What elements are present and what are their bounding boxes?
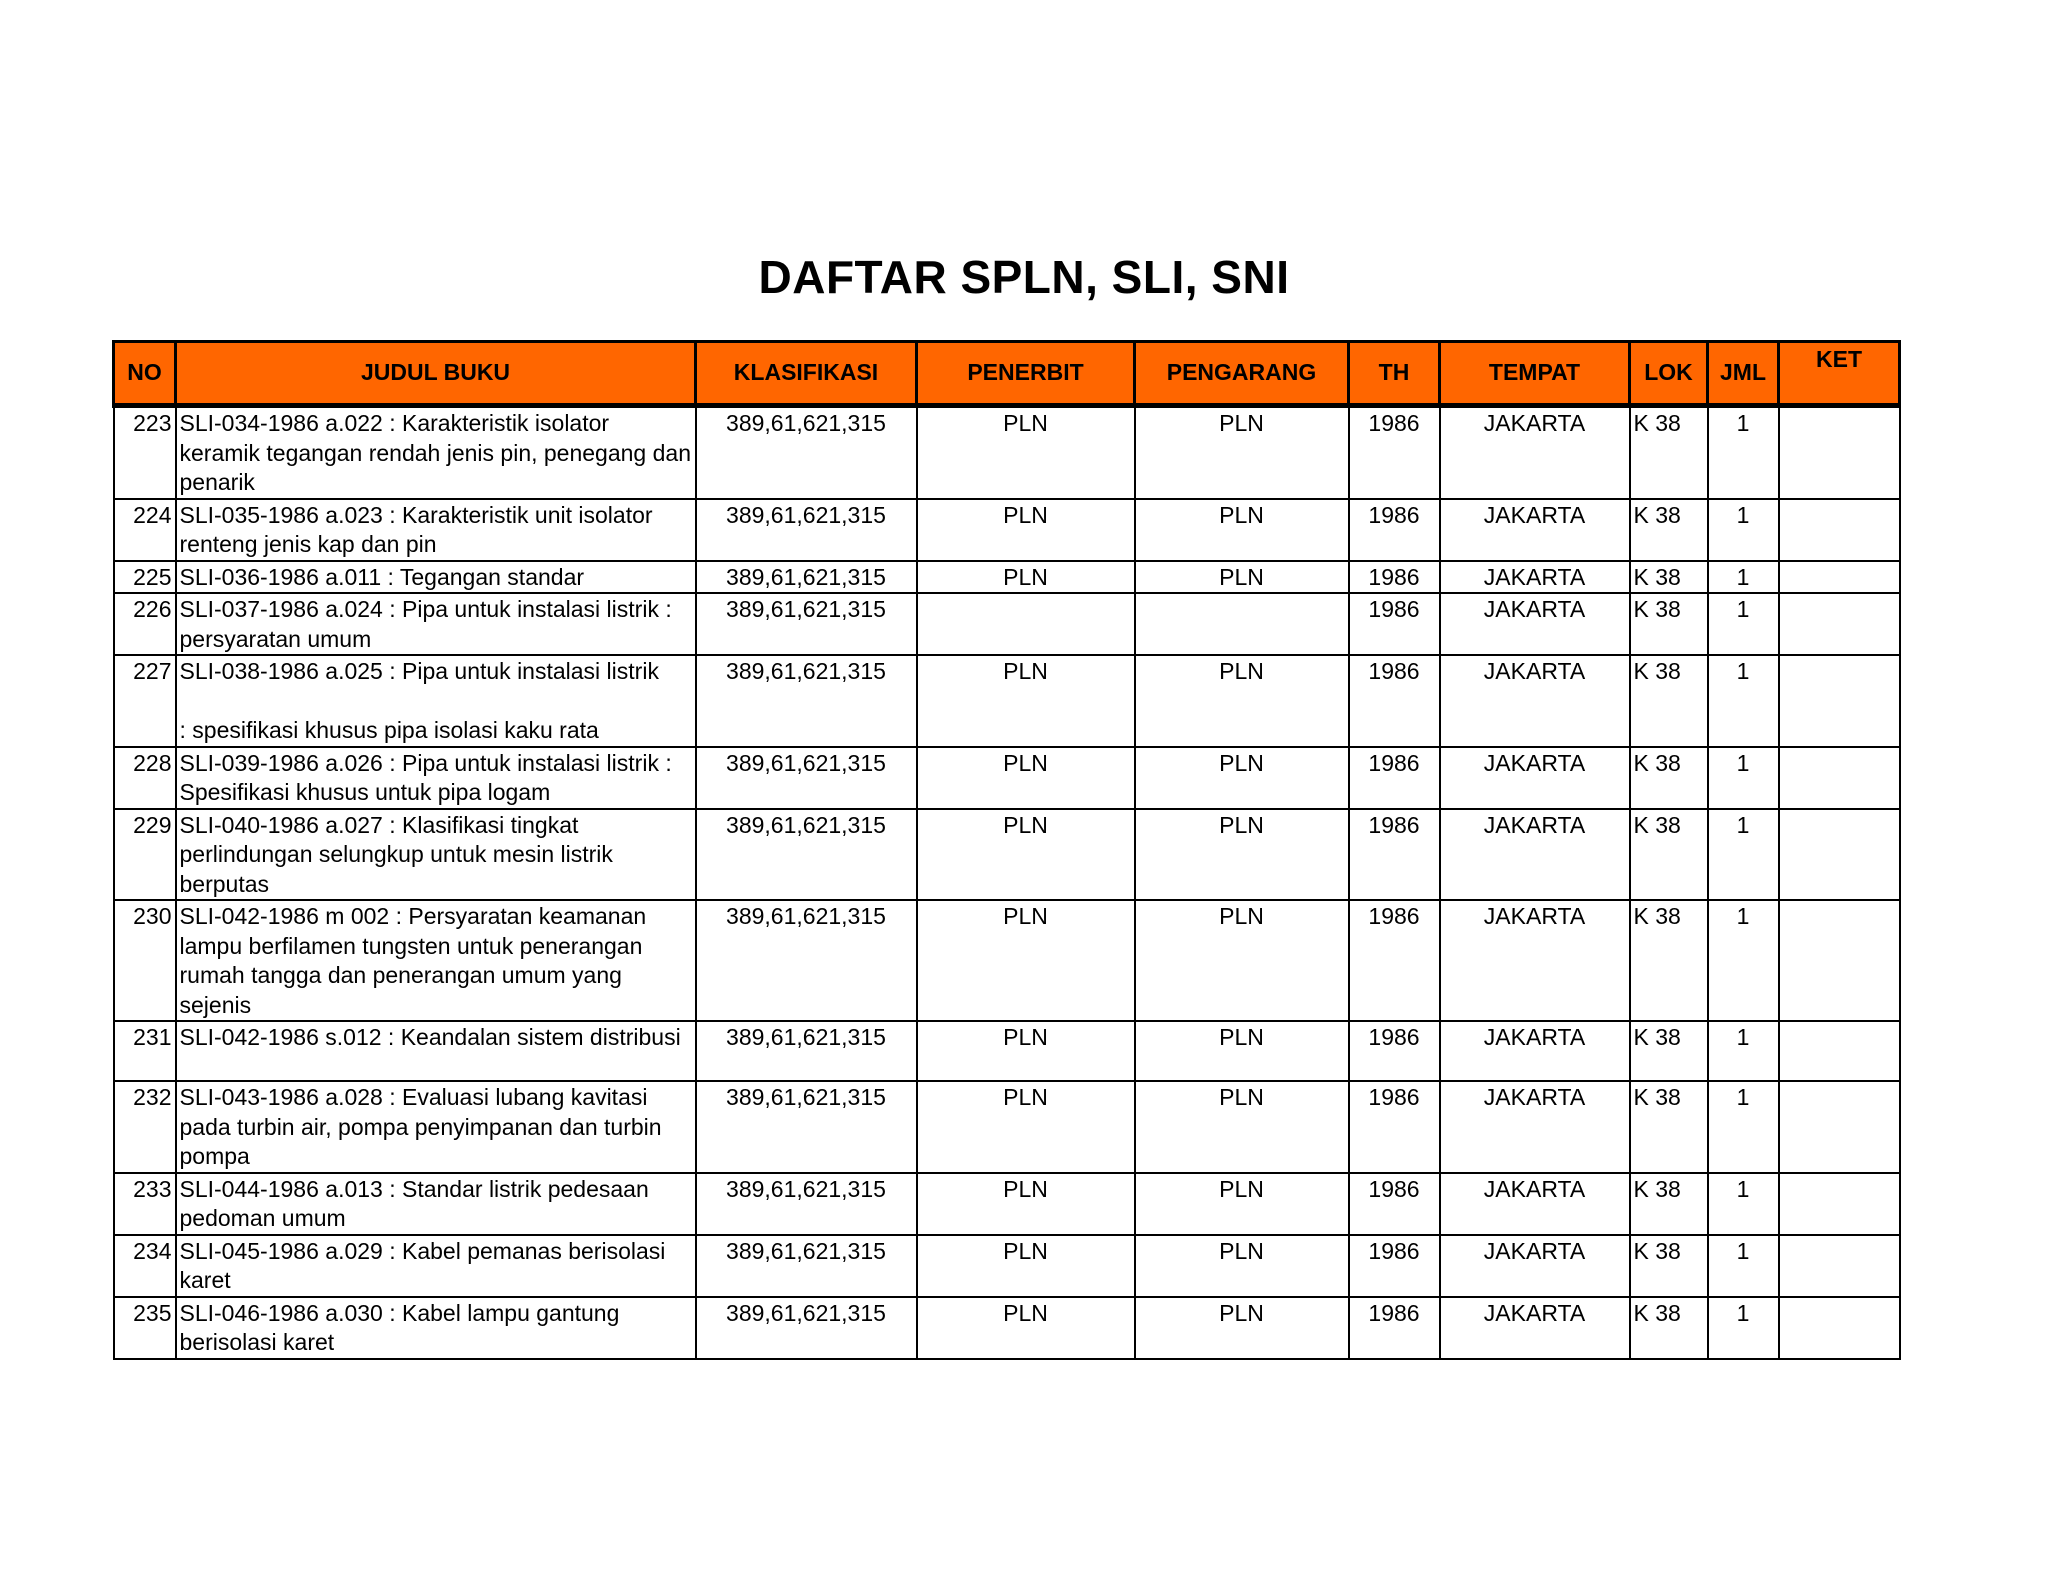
cell-klasifikasi: 389,61,621,315 bbox=[696, 900, 917, 1021]
cell-judul-buku: SLI-034-1986 a.022 : Karakteristik isolator keramik tegangan rendah jenis pin, penegang dan penarik bbox=[176, 406, 696, 499]
cell-lok: K 38 bbox=[1630, 406, 1708, 499]
cell-penerbit: PLN bbox=[917, 499, 1135, 561]
cell-tempat: JAKARTA bbox=[1440, 1173, 1630, 1235]
cell-ket bbox=[1779, 1021, 1900, 1081]
cell-tempat: JAKARTA bbox=[1440, 655, 1630, 747]
cell-jml: 1 bbox=[1708, 1235, 1779, 1297]
cell-judul-buku: SLI-037-1986 a.024 : Pipa untuk instalasi listrik : persyaratan umum bbox=[176, 593, 696, 655]
cell-lok: K 38 bbox=[1630, 900, 1708, 1021]
cell-jml: 1 bbox=[1708, 593, 1779, 655]
cell-klasifikasi: 389,61,621,315 bbox=[696, 1173, 917, 1235]
cell-judul-buku: SLI-038-1986 a.025 : Pipa untuk instalasi listrik : spesifikasi khusus pipa isolasi kaku rata bbox=[176, 655, 696, 747]
column-header-lok: LOK bbox=[1630, 342, 1708, 406]
cell-ket bbox=[1779, 1173, 1900, 1235]
cell-pengarang bbox=[1135, 593, 1349, 655]
cell-tempat: JAKARTA bbox=[1440, 809, 1630, 901]
cell-th: 1986 bbox=[1349, 1297, 1440, 1359]
cell-lok: K 38 bbox=[1630, 499, 1708, 561]
cell-pengarang: PLN bbox=[1135, 1021, 1349, 1081]
column-header-jml: JML bbox=[1708, 342, 1779, 406]
cell-penerbit: PLN bbox=[917, 809, 1135, 901]
table-row bbox=[114, 655, 1900, 747]
cell-no: 234 bbox=[114, 1235, 176, 1297]
cell-lok: K 38 bbox=[1630, 1235, 1708, 1297]
cell-ket bbox=[1779, 1081, 1900, 1173]
cell-klasifikasi: 389,61,621,315 bbox=[696, 1081, 917, 1173]
cell-no: 235 bbox=[114, 1297, 176, 1359]
column-header-klasifikasi: KLASIFIKASI bbox=[696, 342, 917, 406]
table-row bbox=[114, 1297, 1900, 1359]
cell-jml: 1 bbox=[1708, 406, 1779, 499]
cell-jml: 1 bbox=[1708, 499, 1779, 561]
cell-klasifikasi: 389,61,621,315 bbox=[696, 747, 917, 809]
cell-no: 233 bbox=[114, 1173, 176, 1235]
cell-klasifikasi: 389,61,621,315 bbox=[696, 593, 917, 655]
cell-th: 1986 bbox=[1349, 747, 1440, 809]
column-header-ket: KET bbox=[1779, 342, 1900, 406]
cell-jml: 1 bbox=[1708, 1021, 1779, 1081]
cell-th: 1986 bbox=[1349, 1235, 1440, 1297]
cell-pengarang: PLN bbox=[1135, 406, 1349, 499]
cell-lok: K 38 bbox=[1630, 1021, 1708, 1081]
cell-th: 1986 bbox=[1349, 1021, 1440, 1081]
table-row bbox=[114, 561, 1900, 594]
cell-jml: 1 bbox=[1708, 1081, 1779, 1173]
cell-th: 1986 bbox=[1349, 499, 1440, 561]
cell-tempat: JAKARTA bbox=[1440, 1297, 1630, 1359]
column-header-pengarang: PENGARANG bbox=[1135, 342, 1349, 406]
cell-judul-buku: SLI-046-1986 a.030 : Kabel lampu gantung berisolasi karet bbox=[176, 1297, 696, 1359]
cell-ket bbox=[1779, 1235, 1900, 1297]
cell-judul-buku: SLI-035-1986 a.023 : Karakteristik unit isolator renteng jenis kap dan pin bbox=[176, 499, 696, 561]
cell-ket bbox=[1779, 747, 1900, 809]
cell-th: 1986 bbox=[1349, 1081, 1440, 1173]
cell-tempat: JAKARTA bbox=[1440, 406, 1630, 499]
cell-judul-buku: SLI-045-1986 a.029 : Kabel pemanas berisolasi karet bbox=[176, 1235, 696, 1297]
cell-klasifikasi: 389,61,621,315 bbox=[696, 809, 917, 901]
book-list-table bbox=[112, 340, 1901, 1360]
cell-pengarang: PLN bbox=[1135, 499, 1349, 561]
cell-klasifikasi: 389,61,621,315 bbox=[696, 1021, 917, 1081]
cell-no: 226 bbox=[114, 593, 176, 655]
cell-judul-buku: SLI-039-1986 a.026 : Pipa untuk instalasi listrik : Spesifikasi khusus untuk pipa logam bbox=[176, 747, 696, 809]
cell-lok: K 38 bbox=[1630, 655, 1708, 747]
cell-no: 232 bbox=[114, 1081, 176, 1173]
cell-jml: 1 bbox=[1708, 1173, 1779, 1235]
table-row bbox=[114, 1021, 1900, 1081]
cell-ket bbox=[1779, 809, 1900, 901]
column-header-judul-buku: JUDUL BUKU bbox=[176, 342, 696, 406]
table-row bbox=[114, 406, 1900, 499]
cell-th: 1986 bbox=[1349, 900, 1440, 1021]
column-header-penerbit: PENERBIT bbox=[917, 342, 1135, 406]
cell-tempat: JAKARTA bbox=[1440, 1021, 1630, 1081]
cell-penerbit: PLN bbox=[917, 747, 1135, 809]
cell-no: 225 bbox=[114, 561, 176, 594]
cell-lok: K 38 bbox=[1630, 1297, 1708, 1359]
table-row bbox=[114, 499, 1900, 561]
cell-tempat: JAKARTA bbox=[1440, 499, 1630, 561]
cell-tempat: JAKARTA bbox=[1440, 593, 1630, 655]
cell-no: 231 bbox=[114, 1021, 176, 1081]
cell-penerbit bbox=[917, 593, 1135, 655]
cell-pengarang: PLN bbox=[1135, 900, 1349, 1021]
cell-klasifikasi: 389,61,621,315 bbox=[696, 561, 917, 594]
cell-pengarang: PLN bbox=[1135, 1297, 1349, 1359]
table-row bbox=[114, 809, 1900, 901]
cell-pengarang: PLN bbox=[1135, 1081, 1349, 1173]
table-row bbox=[114, 900, 1900, 1021]
cell-lok: K 38 bbox=[1630, 747, 1708, 809]
cell-tempat: JAKARTA bbox=[1440, 1235, 1630, 1297]
cell-judul-buku: SLI-042-1986 m 002 : Persyaratan keamanan lampu berfilamen tungsten untuk penerangan rumah tangga dan penerangan umum yang sejenis bbox=[176, 900, 696, 1021]
cell-no: 224 bbox=[114, 499, 176, 561]
cell-ket bbox=[1779, 655, 1900, 747]
cell-klasifikasi: 389,61,621,315 bbox=[696, 1235, 917, 1297]
cell-ket bbox=[1779, 593, 1900, 655]
table-row bbox=[114, 1173, 1900, 1235]
table-row bbox=[114, 1081, 1900, 1173]
cell-jml: 1 bbox=[1708, 747, 1779, 809]
cell-klasifikasi: 389,61,621,315 bbox=[696, 1297, 917, 1359]
cell-th: 1986 bbox=[1349, 593, 1440, 655]
cell-pengarang: PLN bbox=[1135, 1173, 1349, 1235]
column-header-no: NO bbox=[114, 342, 176, 406]
cell-ket bbox=[1779, 499, 1900, 561]
cell-no: 230 bbox=[114, 900, 176, 1021]
cell-ket bbox=[1779, 406, 1900, 499]
cell-klasifikasi: 389,61,621,315 bbox=[696, 406, 917, 499]
cell-tempat: JAKARTA bbox=[1440, 561, 1630, 594]
cell-th: 1986 bbox=[1349, 655, 1440, 747]
table-row bbox=[114, 747, 1900, 809]
cell-tempat: JAKARTA bbox=[1440, 747, 1630, 809]
cell-th: 1986 bbox=[1349, 809, 1440, 901]
cell-penerbit: PLN bbox=[917, 1297, 1135, 1359]
cell-jml: 1 bbox=[1708, 561, 1779, 594]
cell-lok: K 38 bbox=[1630, 809, 1708, 901]
cell-lok: K 38 bbox=[1630, 1173, 1708, 1235]
cell-judul-buku: SLI-044-1986 a.013 : Standar listrik pedesaan pedoman umum bbox=[176, 1173, 696, 1235]
cell-penerbit: PLN bbox=[917, 1081, 1135, 1173]
cell-penerbit: PLN bbox=[917, 655, 1135, 747]
cell-klasifikasi: 389,61,621,315 bbox=[696, 499, 917, 561]
table-row bbox=[114, 593, 1900, 655]
cell-th: 1986 bbox=[1349, 406, 1440, 499]
cell-pengarang: PLN bbox=[1135, 561, 1349, 594]
cell-jml: 1 bbox=[1708, 1297, 1779, 1359]
cell-penerbit: PLN bbox=[917, 1021, 1135, 1081]
cell-ket bbox=[1779, 1297, 1900, 1359]
column-header-th: TH bbox=[1349, 342, 1440, 406]
cell-judul-buku: SLI-043-1986 a.028 : Evaluasi lubang kavitasi pada turbin air, pompa penyimpanan dan turbin pompa bbox=[176, 1081, 696, 1173]
cell-no: 228 bbox=[114, 747, 176, 809]
column-header-tempat: TEMPAT bbox=[1440, 342, 1630, 406]
cell-tempat: JAKARTA bbox=[1440, 900, 1630, 1021]
table-row bbox=[114, 1235, 1900, 1297]
cell-no: 227 bbox=[114, 655, 176, 747]
cell-jml: 1 bbox=[1708, 655, 1779, 747]
cell-ket bbox=[1779, 561, 1900, 594]
cell-penerbit: PLN bbox=[917, 406, 1135, 499]
cell-judul-buku: SLI-036-1986 a.011 : Tegangan standar bbox=[176, 561, 696, 594]
cell-th: 1986 bbox=[1349, 1173, 1440, 1235]
cell-lok: K 38 bbox=[1630, 593, 1708, 655]
cell-lok: K 38 bbox=[1630, 1081, 1708, 1173]
cell-pengarang: PLN bbox=[1135, 1235, 1349, 1297]
cell-penerbit: PLN bbox=[917, 561, 1135, 594]
cell-tempat: JAKARTA bbox=[1440, 1081, 1630, 1173]
cell-judul-buku: SLI-040-1986 a.027 : Klasifikasi tingkat perlindungan selungkup untuk mesin listrik berputas bbox=[176, 809, 696, 901]
cell-judul-buku: SLI-042-1986 s.012 : Keandalan sistem distribusi bbox=[176, 1021, 696, 1081]
cell-pengarang: PLN bbox=[1135, 747, 1349, 809]
cell-no: 229 bbox=[114, 809, 176, 901]
cell-jml: 1 bbox=[1708, 809, 1779, 901]
cell-pengarang: PLN bbox=[1135, 655, 1349, 747]
table-body bbox=[114, 406, 1900, 1359]
cell-penerbit: PLN bbox=[917, 900, 1135, 1021]
cell-jml: 1 bbox=[1708, 900, 1779, 1021]
cell-lok: K 38 bbox=[1630, 561, 1708, 594]
cell-klasifikasi: 389,61,621,315 bbox=[696, 655, 917, 747]
cell-th: 1986 bbox=[1349, 561, 1440, 594]
page-title: DAFTAR SPLN, SLI, SNI bbox=[758, 251, 1290, 303]
cell-pengarang: PLN bbox=[1135, 809, 1349, 901]
table-header-row bbox=[114, 342, 1900, 406]
cell-penerbit: PLN bbox=[917, 1173, 1135, 1235]
cell-ket bbox=[1779, 900, 1900, 1021]
cell-no: 223 bbox=[114, 406, 176, 499]
cell-penerbit: PLN bbox=[917, 1235, 1135, 1297]
